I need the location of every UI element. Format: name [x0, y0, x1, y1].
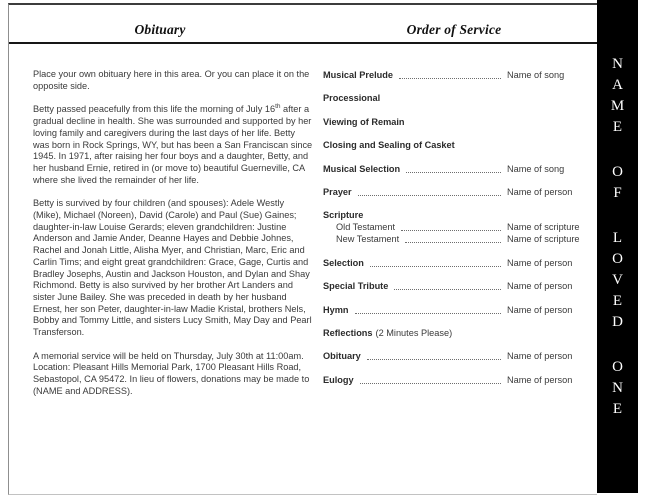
- service-item-label: Eulogy: [323, 374, 354, 385]
- service-item-value: Name of person: [507, 281, 573, 292]
- service-item-closing-and-sealing: [323, 139, 589, 151]
- service-item-value: Name of song: [507, 70, 565, 80]
- obituary-paragraph-service-info: A memorial service will be held on Thursday, July 30th at 11:00am. Location: Pleasant Hills Memorial Park, 1700 Pleasant Hills Road, Sebastopol, CA 95472. In lieu of flowers, donations may be made to (NAME and ADDRESS).: [33, 350, 310, 396]
- name-of-loved-one-banner: [597, 0, 638, 493]
- service-item-special-tribute: [323, 280, 589, 292]
- dotted-leader: [394, 289, 501, 290]
- service-item-value: Name of person: [507, 257, 573, 268]
- service-item-label: Musical Selection: [323, 163, 401, 174]
- service-item-note: (2 Minutes Please): [375, 327, 453, 338]
- service-item-value: Name of person: [507, 186, 573, 197]
- service-item-value: Name of scripture: [507, 234, 580, 245]
- dotted-leader: [358, 195, 501, 196]
- program-page: [8, 3, 597, 495]
- service-item-viewing-of-remain: [323, 116, 589, 128]
- service-item-value: Name of person: [507, 374, 573, 385]
- dotted-leader: [360, 383, 501, 384]
- ordinal-suffix: th: [275, 103, 281, 111]
- service-item-reflections: [323, 327, 589, 339]
- service-item-label: Special Tribute: [323, 281, 389, 292]
- obituary-header-cell: [9, 5, 311, 42]
- service-item-label: New Testament: [336, 234, 400, 245]
- banner-word-of: O F: [612, 164, 623, 201]
- service-item-label: Old Testament: [336, 222, 396, 233]
- service-item-hymn: [323, 304, 589, 316]
- obituary-p2-text: Betty passed peacefully from this life the morning of July 16: [33, 104, 276, 115]
- obituary-p2-text-rest: after a gradual decline in health. She was surrounded and supported by her loving family and caregivers during the last days of her life. Betty was born in Rock Springs, WY, but has been a San Franciscan since 1945. In 1971, after raising her four boys and a daughter, Betty, and her husband Ernie, retired in (or move to) beautiful Guerneville, CA where she lived the remainder of her life.: [33, 104, 313, 185]
- dotted-leader: [401, 230, 501, 231]
- obituary-paragraph-survivors: Betty is survived by four children (and spouses): Adele Westly (Mike), Michael (Noreen), David (Carole) and Paul (Sue) Gaines; daughter-in-law Louise Gerards; eleven grandchildren: Justine Anderson and Jamie Ander, Deanne Hayes and Debbie Johnes, Rachel and Jonah Little, Alisha Myer, and Christian, Marc, Eric and Carlin Tims; and eight great grandchildren: Grace, Gage, Curtis and Bradley Josephs, Austin and Jackson Houston, and Dylan and Shay Richmond. Betty is also survived by her brother Art Landers and sister June Bailey. She was preceded in death by her husband Ernest, her son Peter, daughter-in-law Madie Kristal, brothers Nels, Bobby and Tommy Little, and sisters Lucy Smith, May Day and Pearl Transferson.: [33, 198, 312, 338]
- service-item-label: Scripture: [323, 210, 364, 221]
- dotted-leader: [405, 242, 501, 243]
- obituary-header: Obituary: [134, 22, 186, 37]
- service-item-processional: [323, 92, 589, 104]
- service-item-obituary: [323, 350, 589, 362]
- service-item-label: Closing and Sealing of Casket: [323, 140, 455, 151]
- service-item-label: Obituary: [323, 351, 361, 362]
- banner-word-name: N A M E: [610, 56, 625, 135]
- service-item-value: Name of person: [507, 351, 573, 362]
- obituary-paragraph-placeholder: [33, 69, 313, 92]
- service-item-label: Musical Prelude: [323, 70, 393, 80]
- banner-word-loved: L O V E D: [612, 230, 623, 330]
- service-item-new-testament: [323, 233, 589, 245]
- service-item-musical-selection: [323, 163, 589, 175]
- dotted-leader: [399, 78, 501, 79]
- service-item-label: Processional: [323, 93, 381, 104]
- order-of-service-column: [311, 44, 597, 494]
- service-item-musical-prelude: [323, 69, 589, 81]
- dotted-leader: [406, 172, 501, 173]
- service-item-value: Name of scripture: [507, 222, 580, 233]
- service-item-value: Name of song: [507, 163, 565, 174]
- service-item-eulogy: [323, 374, 589, 386]
- page-body: [9, 44, 597, 494]
- service-item-label: Viewing of Remain: [323, 116, 405, 127]
- service-item-label: Selection: [323, 257, 364, 268]
- dotted-leader: [367, 359, 501, 360]
- obituary-paragraph-life-story: [33, 104, 313, 186]
- service-item-label: Prayer: [323, 186, 352, 197]
- service-item-prayer: [323, 186, 589, 198]
- service-item-label: Reflections: [323, 327, 373, 338]
- order-of-service-header-cell: [311, 5, 597, 42]
- service-item-selection: [323, 257, 589, 269]
- obituary-p1-text: Place your own obituary here in this area. Or you can place it on the opposite side.: [33, 69, 310, 91]
- service-item-label: Hymn: [323, 304, 349, 315]
- banner-word-one: O N E: [612, 359, 623, 417]
- service-item-scripture: [323, 209, 589, 221]
- order-of-service-header: Order of Service: [406, 22, 502, 37]
- dotted-leader: [370, 266, 501, 267]
- obituary-column: [9, 44, 311, 494]
- service-item-value: Name of person: [507, 304, 573, 315]
- page-header: [9, 5, 597, 44]
- dotted-leader: [355, 313, 501, 314]
- service-item-old-testament: [323, 221, 589, 233]
